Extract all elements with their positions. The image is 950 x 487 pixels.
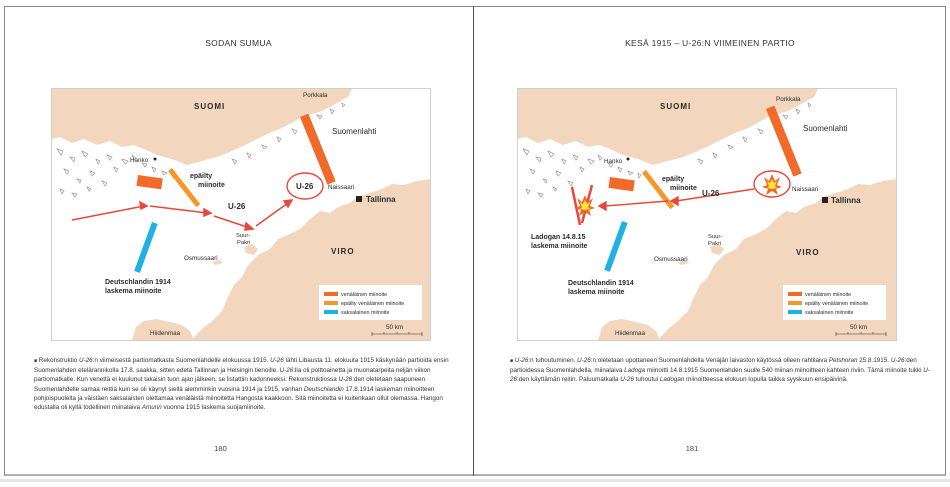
caption-italic: U-26 xyxy=(338,376,353,384)
label-suur-pakri-1: Suur- xyxy=(236,233,251,239)
caption-text: tuhoutui xyxy=(633,376,660,384)
caption-italic: U-26 xyxy=(890,357,905,364)
label-porkkala: Porkkala xyxy=(303,92,328,99)
page-edge-shadow xyxy=(0,479,950,482)
caption-text: :n tuhoutuminen. xyxy=(528,357,578,364)
caption-italic: U-26 xyxy=(270,357,284,364)
label-hanko: Hanko xyxy=(130,157,149,164)
label-hiidenmaa: Hiidenmaa xyxy=(150,330,181,337)
legend-label-russian: venäläinen miinoite xyxy=(805,292,852,298)
scale-label: 50 km xyxy=(386,324,404,331)
label-suspected-1: epäilty xyxy=(190,173,213,180)
label-suur-pakri-1: Suur- xyxy=(708,234,723,240)
label-suur-pakri-2: Pakri xyxy=(237,240,251,246)
tallinna-marker xyxy=(356,196,362,202)
label-u26-route: U-26 xyxy=(702,189,720,198)
caption-marker: ■ xyxy=(510,358,514,364)
caption-text: Rekonstruktio xyxy=(37,357,80,364)
label-deutschland-1: Deutschlandin 1914 xyxy=(105,279,171,286)
label-ladoga-2: laskema miinoite xyxy=(531,243,588,250)
label-naissaari: Naissaari xyxy=(792,186,819,193)
label-u26-route: U-26 xyxy=(228,202,246,211)
caption-italic: Petshoran xyxy=(828,357,858,364)
label-hiidenmaa: Hiidenmaa xyxy=(615,330,646,337)
label-suspected-2: miinoite xyxy=(670,185,697,192)
caption-text: :den käyttämän reitin. Paluumatkalla xyxy=(517,376,621,384)
hanko-marker xyxy=(627,158,630,161)
map-figure-destruction xyxy=(517,88,897,341)
label-naissaari: Naissaari xyxy=(328,184,355,191)
caption-text: lähti Libausta 11. elokuuta 1915 käskynään partioida ensin Suomenlahden etelärannikolla 17.8. saakka, sitten edetä Tallinnan ja Helsingin tienoille. xyxy=(34,357,449,375)
label-deutschland-1: Deutschlandin 1914 xyxy=(568,280,634,287)
hanko-marker xyxy=(154,158,157,161)
caption-text: miinoitteessa elokuun lopulla taikka syyskuun ensipäivinä. xyxy=(684,376,848,384)
legend-swatch-german xyxy=(324,310,338,314)
running-head: SODAN SUMUA xyxy=(205,38,272,48)
caption-italic: U-26 xyxy=(510,367,930,384)
figure-caption xyxy=(510,356,935,385)
label-tallinna: Tallinna xyxy=(366,195,396,204)
label-osmussaari: Osmussaari xyxy=(184,255,218,262)
legend-label-russian: venäläinen miinoite xyxy=(341,292,388,298)
label-tallinna: Tallinna xyxy=(831,196,861,205)
label-suomenlahti: Suomenlahti xyxy=(803,124,848,133)
label-deutschland-2: laskema miinoite xyxy=(105,288,162,295)
label-u26-circle: U-26 xyxy=(296,182,314,191)
caption-text: :den partioidessa Suomenlahdella, miinalaiva xyxy=(510,357,917,375)
legend-label-suspected: epäilty venäläinen miinoite xyxy=(341,301,405,307)
map-legend xyxy=(783,285,886,320)
label-deutschland-2: laskema miinoite xyxy=(568,289,625,296)
caption-text: 17.8.1914 laskeman miinoitteen pohjoispuolelta ja väistäen saksalaisten olettamaa venäläistä miinoitetta Hangosta kaakkoon. Sitä miinoitetta ei kuitenkaan ollut olemassa. Hangon edustalla oli kyllä todellinen miinalaiva xyxy=(34,385,443,412)
caption-text: :den oletetaan saapuneen Suomenlahdelle samaa reittiä kuin se oli käynyt siellä aiemminkin vuosina 1914 ja 1915, vanhan xyxy=(34,376,426,393)
label-hanko: Hanko xyxy=(604,158,623,165)
right-page xyxy=(474,6,946,476)
caption-italic: Deutschlandin xyxy=(303,385,344,393)
caption-italic: U-26 xyxy=(79,357,93,364)
map-svg xyxy=(52,89,430,340)
label-osmussaari: Osmussaari xyxy=(654,256,688,263)
legend-swatch-suspected xyxy=(324,301,338,305)
caption-text: miinoitti 14.8.1915 Suomenlahden suulle 540 miinan miinoitteen kahteen riviin. Tämä miinoite tukki xyxy=(645,367,924,375)
label-suspected-1: epäilty xyxy=(662,176,685,183)
running-head: KESÄ 1915 – U-26:N VIIMEINEN PARTIO xyxy=(625,38,795,48)
caption-italic: U-26 xyxy=(577,357,591,364)
caption-italic: U-26 xyxy=(620,376,634,384)
map-figure-reconstruction xyxy=(51,88,431,341)
label-suomenlahti: Suomenlahti xyxy=(332,127,377,136)
caption-text: vuonna 1915 laskema suojamiinoite. xyxy=(161,404,266,412)
figure-caption xyxy=(34,356,459,412)
legend-swatch-russian xyxy=(324,292,338,296)
label-ladoga-1: Ladogan 14.8.15 xyxy=(531,234,586,241)
scale-label: 50 km xyxy=(850,324,868,331)
caption-italic: Ladogan xyxy=(659,376,685,384)
caption-italic: U-26 xyxy=(279,367,294,375)
caption-text: :n viimeisestä partiomatkasta Suomenlahdelle elokuussa 1915. xyxy=(92,357,271,364)
legend-label-suspected: epäilty venäläinen miinoite xyxy=(805,301,869,307)
label-suspected-2: miinoite xyxy=(198,182,225,189)
caption-italic: U-26 xyxy=(514,357,529,364)
legend-label-german: saksalainen miinoite xyxy=(341,310,390,316)
map-svg xyxy=(518,89,896,340)
label-suur-pakri-2: Pakri xyxy=(708,241,722,247)
legend-swatch-russian xyxy=(788,292,802,296)
legend-swatch-suspected xyxy=(788,301,802,305)
caption-marker: ■ xyxy=(34,358,38,364)
caption-italic: Ladoga xyxy=(624,367,646,375)
label-porkkala: Porkkala xyxy=(776,96,801,103)
label-suomi: SUOMI xyxy=(194,102,226,111)
map-legend xyxy=(319,285,422,320)
legend-label-german: saksalainen miinoite xyxy=(805,310,854,316)
tallinna-marker xyxy=(822,197,828,203)
page-number: 181 xyxy=(685,444,699,453)
legend-swatch-german xyxy=(788,310,802,314)
caption-text: 25.8.1915. xyxy=(857,357,891,364)
caption-text: :n oletetaan upottaneen Suomenlahdella Venäjän laivaston käytössä olleen rahtilaiva xyxy=(590,357,829,364)
page-number: 180 xyxy=(214,444,227,453)
caption-italic: Amurin xyxy=(141,404,162,412)
left-page xyxy=(4,6,473,476)
label-suomi: SUOMI xyxy=(660,102,692,111)
label-viro: VIRO xyxy=(796,248,820,257)
caption-text: :lla oli polttoainetta ja muonatarpeita neljän viikon partiomatkalle. Kun venettä ei kuulunut takaisin tuon ajan jälkeen, se listattiin kadonneeksi. Rekonstruktiossa xyxy=(34,367,431,384)
label-viro: VIRO xyxy=(331,247,355,256)
